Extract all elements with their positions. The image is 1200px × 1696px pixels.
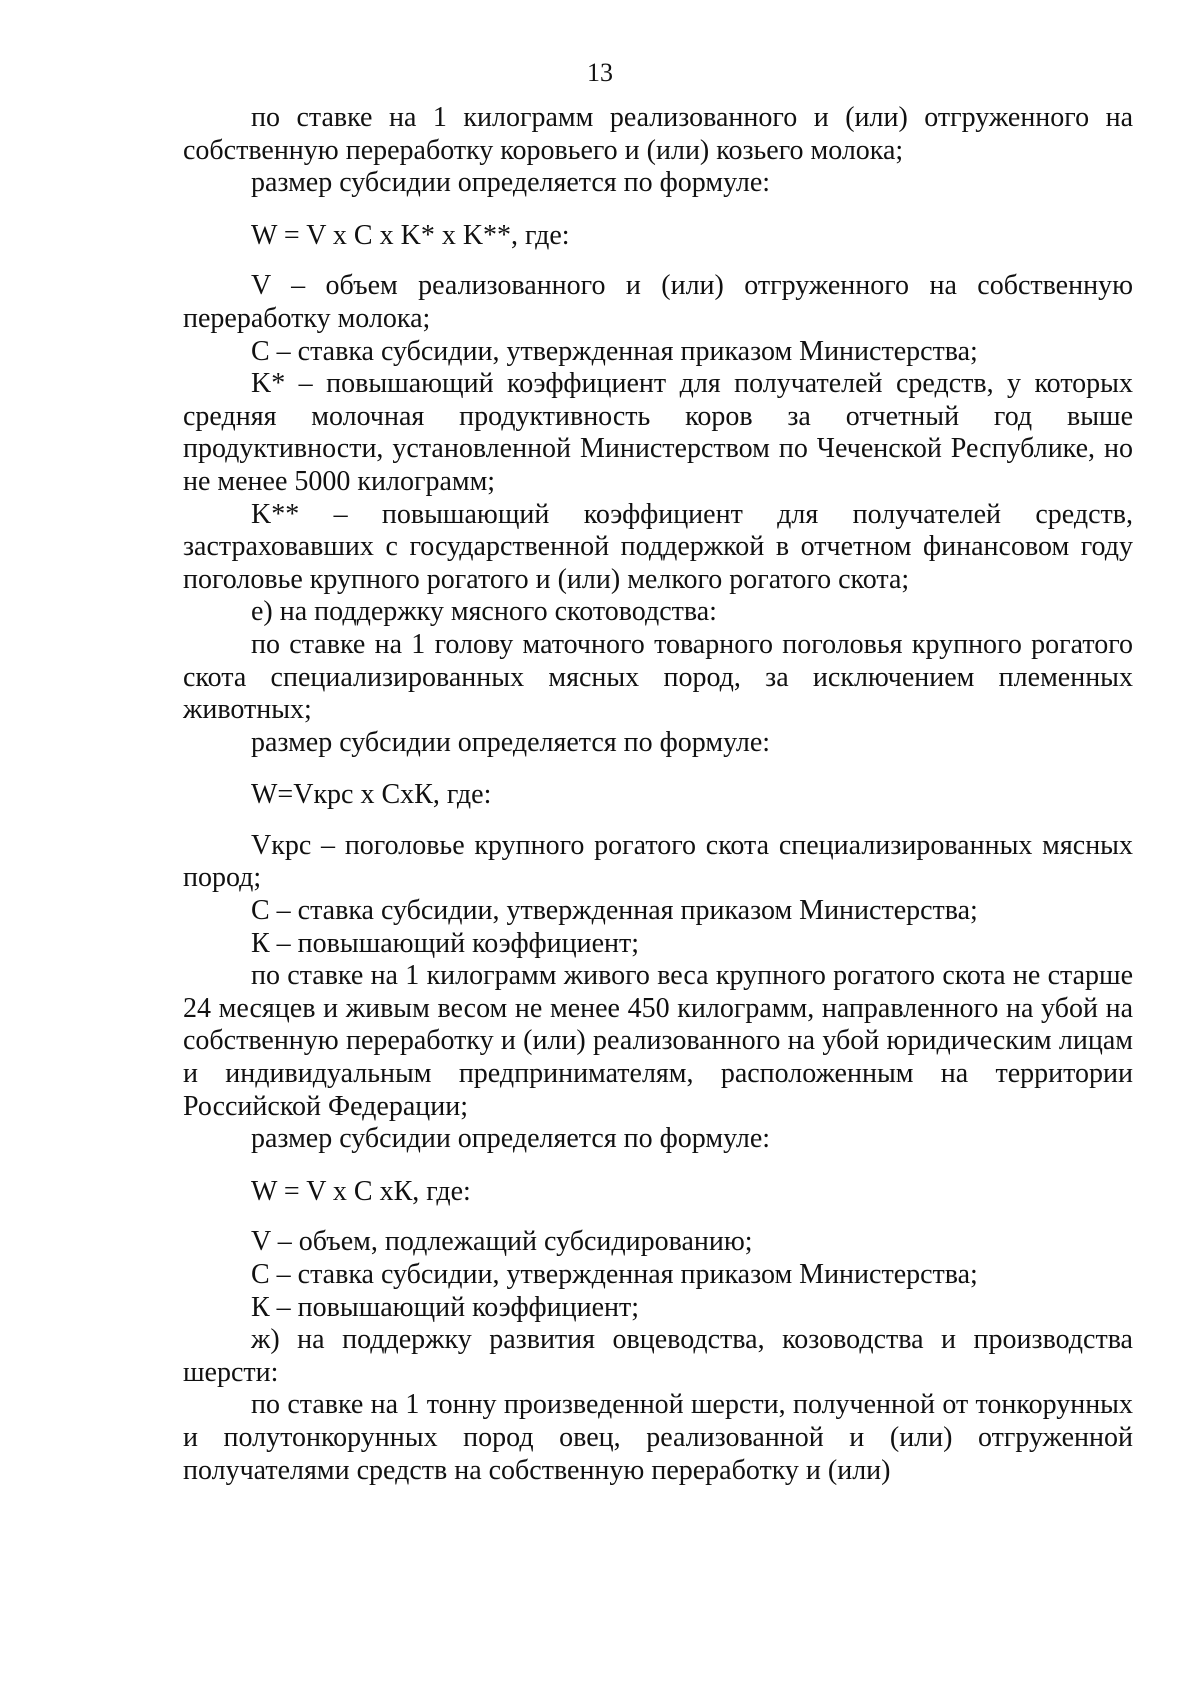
paragraph-definition-c: С – ставка субсидии, утвержденная приказом Министерства; bbox=[251, 1259, 978, 1290]
formula-milk: W = V х С х K* х K**, где: bbox=[251, 219, 570, 251]
document-body bbox=[183, 102, 1133, 1487]
paragraph-definition-c: С – ставка субсидии, утвержденная приказом Министерства; bbox=[251, 895, 978, 927]
paragraph-formula-intro: размер субсидии определяется по формуле: bbox=[251, 1123, 771, 1155]
paragraph-live-weight-rate: по ставке на 1 килограмм живого веса крупного рогатого скота не старше 24 месяцев и живым весом не менее 450 килограмм, направленного на убой на собственную переработку и (или) реализованного на убой юридическим лицам и индивидуальным предпринимателям, расположенным на территории Российской Федерации; bbox=[183, 960, 1133, 1122]
paragraph-definition-k-star: K* – повышающий коэффициент для получателей средств, у которых средняя молочная продуктивность коров за отчетный год выше продуктивности, установленной Министерством по Чеченской Республике, но не менее 5000 килограмм; bbox=[183, 368, 1133, 497]
paragraph-milk-rate: по ставке на 1 килограмм реализованного и (или) отгруженного на собственную переработку коровьего и (или) козьего молока; bbox=[183, 102, 1133, 166]
paragraph-definition-vkrs: Vкрс – поголовье крупного рогатого скота специализированных мясных пород; bbox=[183, 829, 1133, 894]
paragraph-definition-v: V – объем реализованного и (или) отгруженного на собственную переработку молока; bbox=[183, 270, 1133, 334]
paragraph-definition-k: К – повышающий коэффициент; bbox=[251, 927, 640, 959]
paragraph-formula-intro: размер субсидии определяется по формуле: bbox=[251, 167, 771, 199]
paragraph-formula-intro: размер субсидии определяется по формуле: bbox=[251, 726, 771, 758]
paragraph-definition-k: К – повышающий коэффициент; bbox=[251, 1291, 640, 1323]
paragraph-definition-v: V – объем, подлежащий субсидированию; bbox=[251, 1226, 753, 1258]
formula-cattle-head: W=Vкрс х СхК, где: bbox=[251, 779, 492, 811]
paragraph-section-e: е) на поддержку мясного скотоводства: bbox=[251, 596, 717, 628]
paragraph-definition-k-double-star: K** – повышающий коэффициент для получателей средств, застраховавших с государственной поддержкой в отчетном финансовом году поголовье крупного рогатого и (или) мелкого рогатого скота; bbox=[183, 498, 1133, 595]
paragraph-cattle-head-rate: по ставке на 1 голову маточного товарного поголовья крупного рогатого скота специализированных мясных пород, за исключением племенных животных; bbox=[183, 628, 1133, 726]
paragraph-section-zh: ж) на поддержку развития овцеводства, козоводства и производства шерсти: bbox=[183, 1324, 1133, 1388]
page-number: 13 bbox=[587, 58, 613, 87]
formula-live-weight: W = V х С хК, где: bbox=[251, 1175, 471, 1207]
paragraph-wool-rate: по ставке на 1 тонну произведенной шерсти, полученной от тонкорунных и полутонкорунных пород овец, реализованной и (или) отгруженной получателями средств на собственную переработку и (или) bbox=[183, 1389, 1133, 1486]
paragraph-definition-c: С – ставка субсидии, утвержденная приказом Министерства; bbox=[251, 335, 978, 367]
